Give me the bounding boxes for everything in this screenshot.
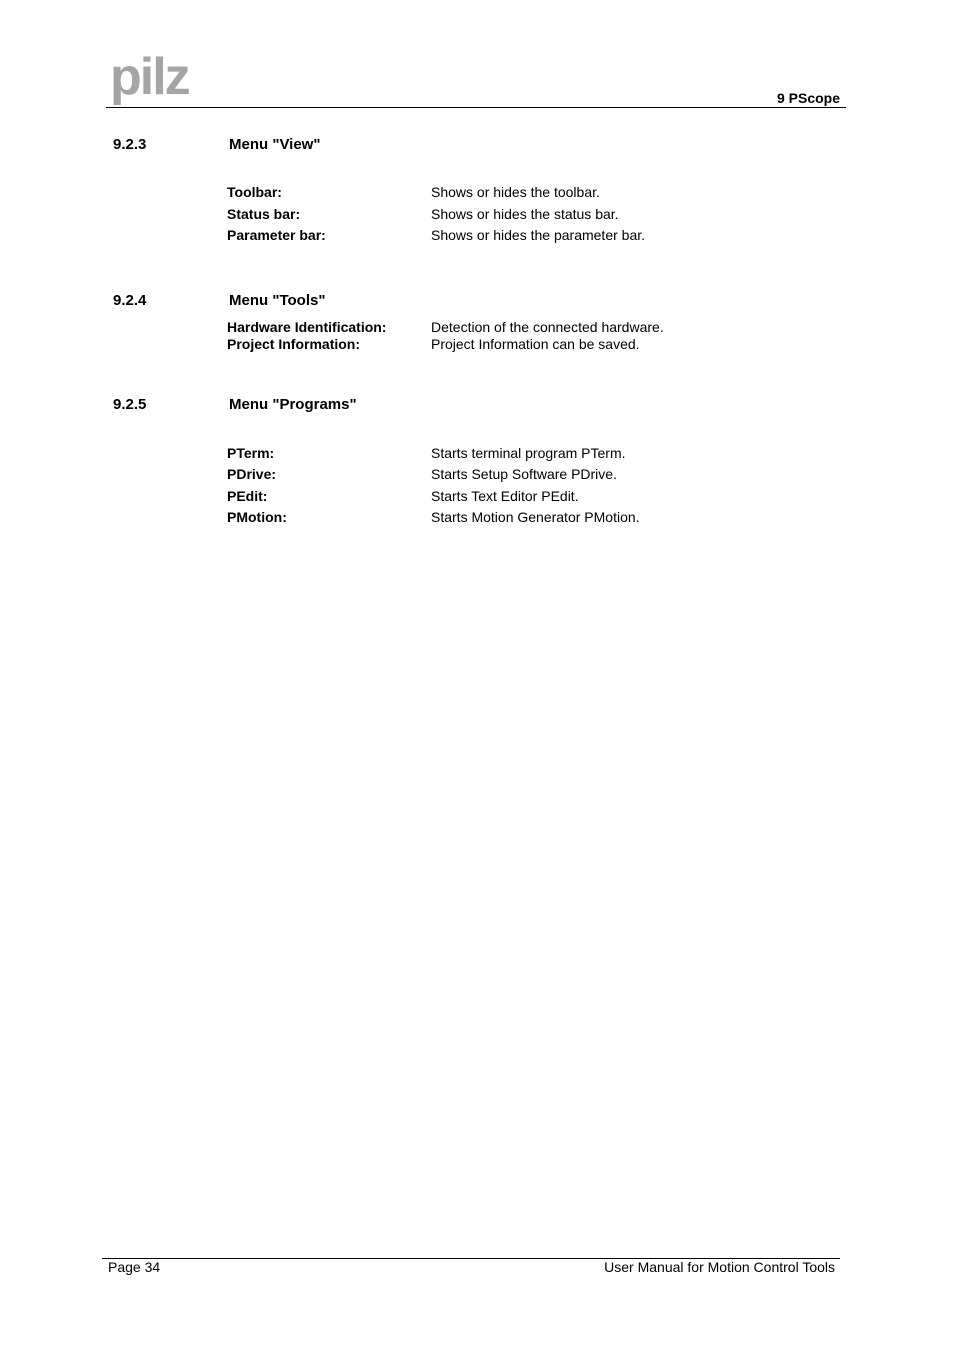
term-hardware-identification: Hardware Identification: bbox=[227, 319, 387, 335]
desc-pterm: Starts terminal program PTerm. bbox=[431, 445, 626, 461]
desc-pmotion: Starts Motion Generator PMotion. bbox=[431, 509, 640, 525]
term-pdrive: PDrive: bbox=[227, 466, 277, 482]
section-title-programs: Menu "Programs" bbox=[229, 396, 357, 413]
chapter-title: 9 PScope bbox=[776, 90, 840, 106]
desc-parameter-bar: Shows or hides the parameter bar. bbox=[431, 227, 646, 243]
term-pedit: PEdit: bbox=[227, 488, 268, 504]
term-pmotion: PMotion: bbox=[227, 509, 287, 525]
header-divider bbox=[106, 107, 846, 108]
term-status-bar: Status bar: bbox=[227, 206, 301, 222]
svg-text:pilz: pilz bbox=[110, 54, 189, 106]
desc-project-information: Project Information can be saved. bbox=[431, 336, 640, 352]
pilz-logo bbox=[110, 54, 205, 108]
section-number-9-2-5: 9.2.5 bbox=[113, 396, 147, 413]
term-project-information: Project Information: bbox=[227, 336, 361, 352]
document-title: User Manual for Motion Control Tools bbox=[604, 1259, 835, 1275]
desc-status-bar: Shows or hides the status bar. bbox=[431, 206, 619, 222]
desc-toolbar: Shows or hides the toolbar. bbox=[431, 184, 600, 200]
section-title-tools: Menu "Tools" bbox=[229, 292, 326, 309]
term-pterm: PTerm: bbox=[227, 445, 275, 461]
section-title-view: Menu "View" bbox=[229, 136, 321, 153]
term-parameter-bar: Parameter bar: bbox=[227, 227, 326, 243]
page-number: Page 34 bbox=[108, 1259, 161, 1275]
section-number-9-2-3: 9.2.3 bbox=[113, 136, 147, 153]
desc-pedit: Starts Text Editor PEdit. bbox=[431, 488, 579, 504]
section-number-9-2-4: 9.2.4 bbox=[113, 292, 147, 309]
term-toolbar: Toolbar: bbox=[227, 184, 282, 200]
desc-pdrive: Starts Setup Software PDrive. bbox=[431, 466, 617, 482]
desc-hardware-identification: Detection of the connected hardware. bbox=[431, 319, 664, 335]
